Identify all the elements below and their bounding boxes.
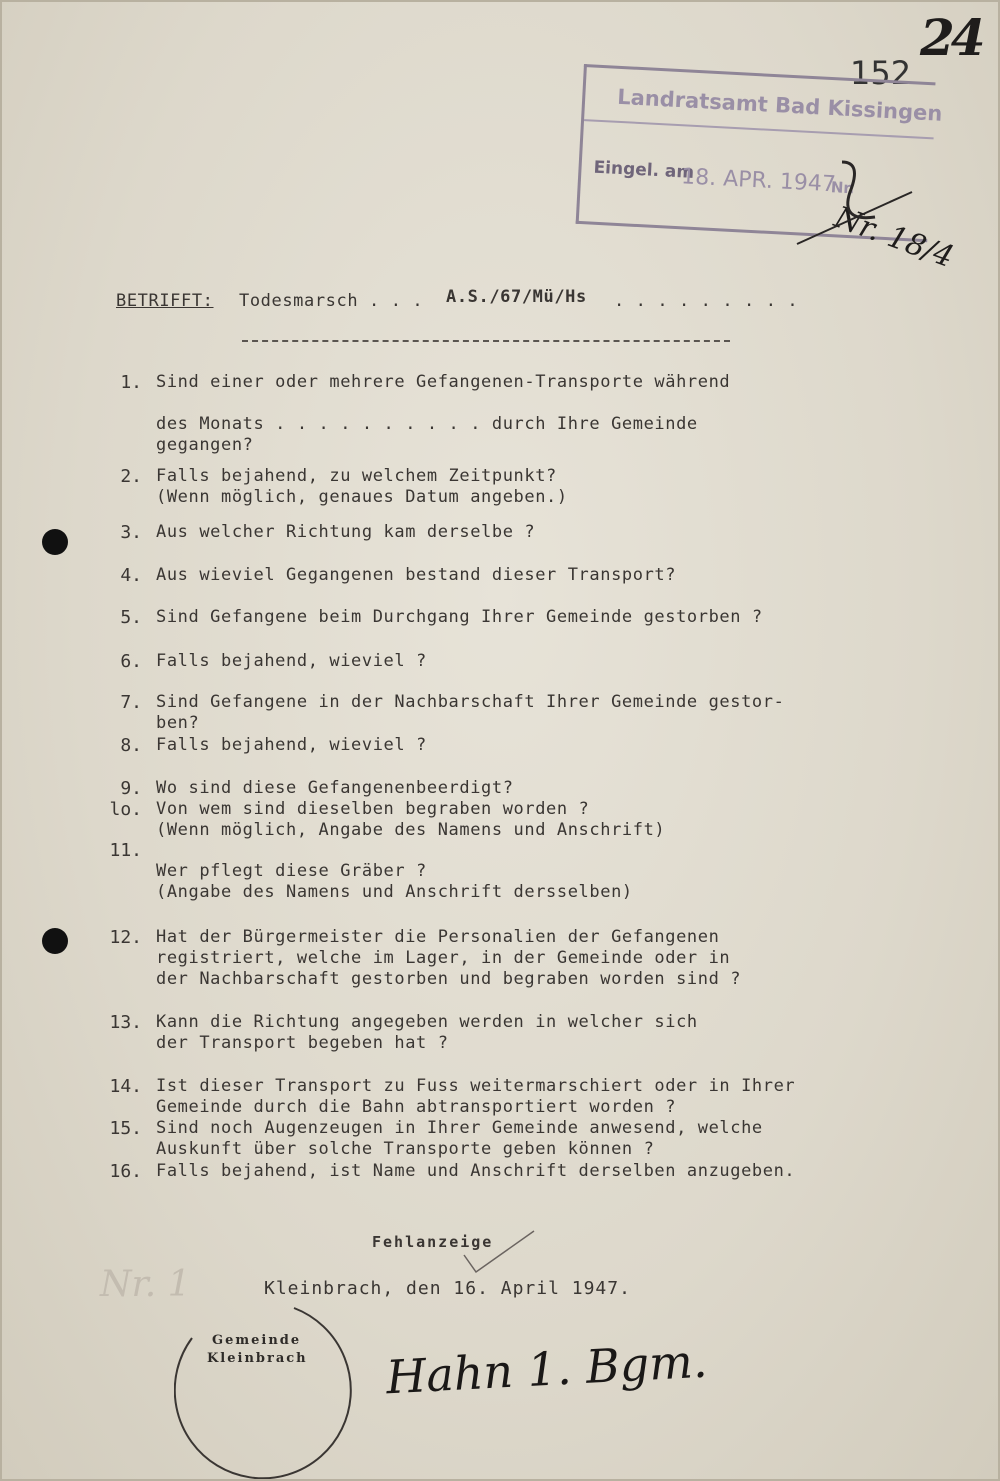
question-line: (Angabe des Namens und Anschrift dersselben) <box>156 882 633 902</box>
question-line: Auskunft über solche Transporte geben können ? <box>156 1139 655 1159</box>
question-line: (Wenn möglich, genaues Datum angeben.) <box>156 487 568 507</box>
question-text <box>156 522 535 543</box>
folio-number: 24 <box>920 8 982 67</box>
question-number: 7. <box>120 692 142 713</box>
question-text <box>156 1161 795 1182</box>
stamp-received-label: Eingel. am <box>593 157 695 183</box>
question-line: Gemeinde durch die Bahn abtransportiert worden ? <box>156 1097 677 1117</box>
question-line: registriert, welche im Lager, in der Gemeinde oder in <box>156 948 731 968</box>
question-number: 11. <box>109 840 142 861</box>
municipal-seal <box>174 1298 354 1481</box>
question-number: lo. <box>109 799 142 820</box>
question-line: gegangen? <box>156 435 254 455</box>
question-line <box>156 393 730 414</box>
question-line: Aus wieviel Gegangenen bestand dieser Transport? <box>156 565 677 585</box>
question-text <box>156 1012 698 1054</box>
subject-reference: A.S./67/Mü/Hs <box>446 287 587 307</box>
question-line: Wer pflegt diese Gräber ? <box>156 861 427 881</box>
question-text <box>156 799 665 841</box>
question-number: 12. <box>109 927 142 948</box>
question-number: 4. <box>120 565 142 586</box>
punch-hole <box>42 529 68 555</box>
question-line: ben? <box>156 713 200 733</box>
question-number: 14. <box>109 1076 142 1097</box>
question-text <box>156 927 741 990</box>
question-line: Von wem sind dieselben begraben worden ? <box>156 799 590 819</box>
seal-line-2: Kleinbrach <box>207 1351 308 1366</box>
question-line: Falls bejahend, wieviel ? <box>156 651 427 671</box>
question-number: 1. <box>120 372 142 393</box>
question-text <box>156 735 427 756</box>
stamp-office: Landratsamt Bad Kissingen <box>616 84 943 126</box>
report-none: Fehlanzeige <box>372 1233 494 1251</box>
question-line: Ist dieser Transport zu Fuss weitermarschiert oder in Ihrer <box>156 1076 796 1096</box>
question-number: 6. <box>120 651 142 672</box>
handwritten-strokes <box>792 152 952 262</box>
pen-stroke <box>464 1231 534 1272</box>
question-line: der Nachbarschaft gestorben und begraben worden sind ? <box>156 969 742 989</box>
subject-label: BETRIFFT: <box>116 291 214 311</box>
subject-rule <box>242 340 730 342</box>
pen-stroke <box>797 192 912 244</box>
question-line <box>156 840 633 861</box>
question-number: 2. <box>120 466 142 487</box>
seal-line-1: Gemeinde <box>212 1333 302 1348</box>
question-line: der Transport begeben hat ? <box>156 1033 449 1053</box>
pen-stroke <box>842 162 875 218</box>
page-number: 152 <box>850 54 912 92</box>
question-number: 15. <box>109 1118 142 1139</box>
question-line: des Monats . . . . . . . . . . durch Ihre Gemeinde <box>156 414 698 434</box>
question-number: 9. <box>120 778 142 799</box>
question-line: Falls bejahend, zu welchem Zeitpunkt? <box>156 466 557 486</box>
subject-dots: . . . . . . . . . <box>614 291 799 311</box>
question-text <box>156 1118 763 1160</box>
question-text <box>156 372 730 456</box>
question-text <box>156 778 514 799</box>
question-text <box>156 840 633 903</box>
question-line: Wo sind diese Gefangenenbeerdigt? <box>156 778 514 798</box>
place-date: Kleinbrach, den 16. April 1947. <box>264 1278 631 1299</box>
question-text <box>156 651 427 672</box>
signature: Hahn 1. Bgm. <box>384 1333 709 1405</box>
question-line: Hat der Bürgermeister die Personalien der Gefangenen <box>156 927 720 947</box>
question-line: Sind Gefangene in der Nachbarschaft Ihrer Gemeinde gestor- <box>156 692 785 712</box>
question-line: Aus welcher Richtung kam derselbe ? <box>156 522 536 542</box>
question-line: Falls bejahend, wieviel ? <box>156 735 427 755</box>
margin-note: Nr. 1 <box>100 1264 191 1305</box>
question-line: Sind noch Augenzeugen in Ihrer Gemeinde anwesend, welche <box>156 1118 763 1138</box>
stamp-received-date: 18. APR. 1947 <box>680 164 837 198</box>
punch-hole <box>42 928 68 954</box>
question-text <box>156 565 676 586</box>
question-text <box>156 607 763 628</box>
checkmark <box>462 1227 542 1277</box>
question-number: 8. <box>120 735 142 756</box>
question-number: 5. <box>120 607 142 628</box>
question-line: (Wenn möglich, Angabe des Namens und Anschrift) <box>156 820 666 840</box>
subject-title: Todesmarsch . . . <box>239 291 424 311</box>
question-line: Sind einer oder mehrere Gefangenen-Transporte während <box>156 372 731 392</box>
question-text <box>156 1076 795 1118</box>
question-line: Sind Gefangene beim Durchgang Ihrer Gemeinde gestorben ? <box>156 607 763 627</box>
question-number: 16. <box>109 1161 142 1182</box>
question-number: 13. <box>109 1012 142 1033</box>
question-text <box>156 692 784 734</box>
handwritten-reference: Nr. 18/4 <box>829 199 959 276</box>
question-text <box>156 466 568 508</box>
question-line: Falls bejahend, ist Name und Anschrift derselben anzugeben. <box>156 1161 796 1181</box>
stamp-no-label: Nr. <box>830 178 855 198</box>
question-line: Kann die Richtung angegeben werden in welcher sich <box>156 1012 698 1032</box>
question-number: 3. <box>120 522 142 543</box>
